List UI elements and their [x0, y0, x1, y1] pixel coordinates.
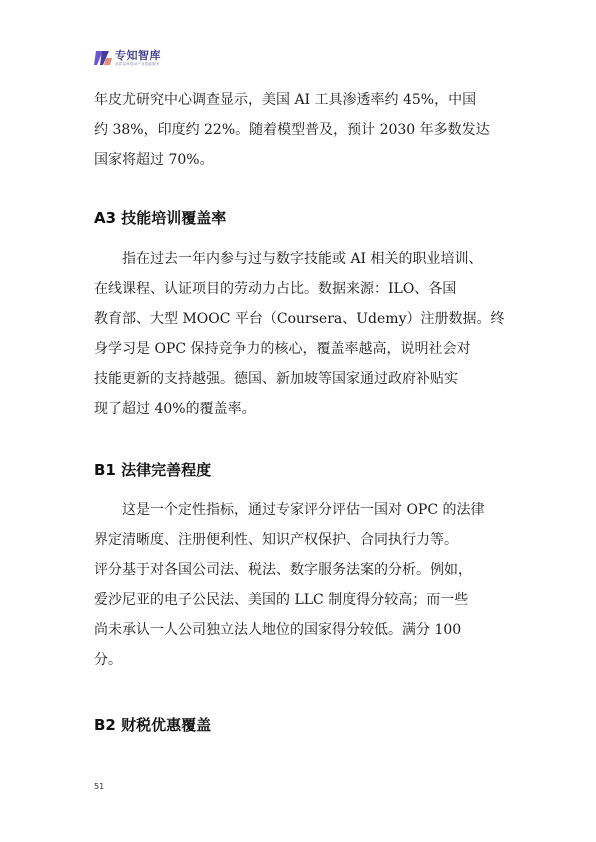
page-number: 51: [94, 782, 105, 791]
paragraph-line: 尚未承认一人公司独立法人地位的国家得分较低。满分 100: [94, 622, 462, 638]
section-heading-a3: A3 技能培训覆盖率: [94, 209, 227, 227]
logo-name: 专知智库: [115, 48, 161, 62]
paragraph-line: 技能更新的支持越强。德国、新加坡等国家通过政府补贴实: [94, 371, 458, 387]
section-a3-paragraph: [94, 244, 514, 424]
paragraph-line: 评分基于对各国公司法、税法、数字服务法案的分析。例如，: [94, 562, 472, 578]
section-heading-b1: B1 法律完善程度: [94, 461, 212, 479]
paragraph-line: 指在过去一年内参与过与数字技能或 AI 相关的职业培训、: [122, 251, 483, 267]
paragraph-line: 年皮尤研究中心调查显示，美国 AI 工具渗透率约 45%，中国: [94, 92, 477, 108]
paragraph-line: 这是一个定性指标，通过专家评分评估一国对 OPC 的法律: [122, 502, 485, 518]
paragraph-line: 身学习是 OPC 保持竞争力的核心，覆盖率越高，说明社会对: [94, 341, 471, 357]
paragraph-line: 现了超过 40%的覆盖率。: [94, 401, 256, 417]
paragraph-line: 在线课程、认证项目的劳动力占比。数据来源：ILO、各国: [94, 281, 457, 297]
section-heading-b2: B2 财税优惠覆盖: [94, 716, 212, 734]
paragraph-line: 分。: [94, 652, 122, 668]
paragraph-line: 爱沙尼亚的电子公民法、美国的 LLC 制度得分较高；而一些: [94, 592, 469, 608]
intro-paragraph: [94, 85, 514, 175]
paragraph-line: 教育部、大型 MOOC 平台（Coursera、Udemy）注册数据。终: [94, 311, 505, 327]
paragraph-line: 约 38%，印度约 22%。随着模型普及，预计 2030 年多数发达: [94, 122, 490, 138]
paragraph-line: 国家将超过 70%。: [94, 152, 214, 168]
logo-mark-icon: [94, 49, 112, 67]
logo-subtitle: 高质量科技AI产业智能服务: [115, 61, 160, 66]
paragraph-line: 界定清晰度、注册便利性、知识产权保护、合同执行力等。: [94, 532, 458, 548]
header-logo: [94, 48, 161, 68]
section-b1-paragraph: [94, 495, 514, 675]
